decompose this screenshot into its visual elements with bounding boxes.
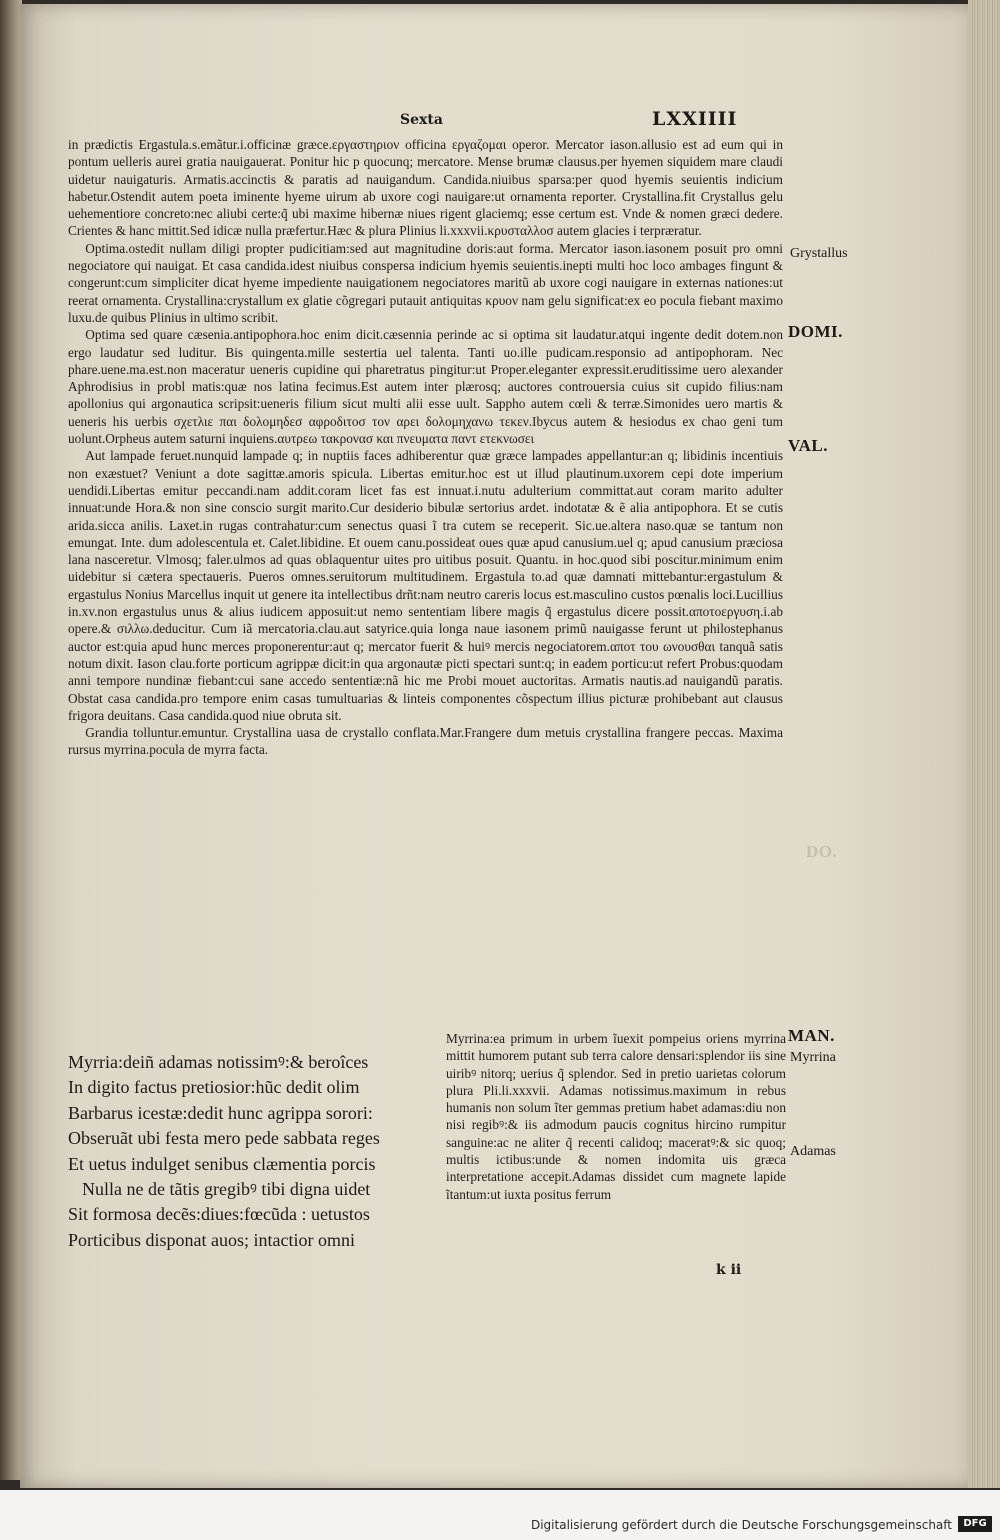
commentary-paragraph: Optima.ostedit nullam diligi propter pudicitiam:sed aut magnitudine doris:aut forma. Mercator iason.iasonem posuit pro omni negociatore qui nauigat. Et casa candida.idest niuibus conspersa indicium hyemis seuientis.inepti multi hoc loco ambages fingunt & congerunt:cum simpliciter dicat hyeme impediente nauigationem negociatores maritũ ab uxore cogi nauigare in externas nationes:ut reerat ornamenta. Crystallina:crystallum ex glatie cõgregari putauit antiquitas κρυον nam gelu significat:ex eo pocula fiebant maximo luxu.de quibus Plinius in ultimo scribit. (68, 240, 783, 325)
page-fore-edge (968, 0, 1000, 1488)
margin-note-man: MAN. (788, 1026, 835, 1045)
verse-line: Nulla ne de tãtis gregibꝰ tibi digna uidet (82, 1179, 371, 1200)
dfg-logo-icon: DFG (958, 1516, 992, 1532)
verse-line: Myrria:deiñ adamas notissimꝰ:& beroîces (68, 1052, 369, 1072)
folio-number: LXXIIII (652, 108, 738, 130)
margin-note-myrrina: Myrrina (790, 1050, 836, 1065)
running-title: Sexta (400, 112, 443, 128)
margin-note-do: DO. (806, 842, 838, 861)
commentary-paragraph: Grandia tolluntur.emuntur. Crystallina uasa de crystallo conflata.Mar.Frangere dum metuis crystallina frangere peccas. Maxima rursus myrrina.pocula de myrra facta. (68, 725, 783, 758)
signature-mark: k ii (716, 1262, 742, 1278)
right-commentary: Myrrina:ea primum in urbem ĩuexit pompeius oriens myrrina mittit humorem putant sub terra calore densari:splendor iis sine uiribꝰ nitorq; uerius q̃ splendor. Sed in pretio uarietas colorum plura Pli.li.xxxvii. Adamas notissimus.maximum in rebus humanis non solum ĩter gemmas pretium habet adamas:diu non nisi regibꝰ:& iis admodum paucis cognitus hircino rumpitur sanguine:ac ne aliter q̃ recenti calidoq; maceratꝰ:& sic quoq; multis ictibus:unde & nomen indomita uis græca interpretatione accepit.Adamas dissidet cum magnete lapide ĩtantum:ut iuxta positus ferrum (446, 1031, 786, 1202)
verse-line: Barbarus icestæ:dedit hunc agrippa sorori: (68, 1102, 373, 1123)
verse-line: Et uetus indulget senibus clæmentia porcis (68, 1153, 376, 1174)
verse-line: In digito factus pretiosior:hũc dedit olim (68, 1077, 360, 1098)
commentary-paragraph: Optima sed quare cæsenia.antipophora.hoc enim dicit.cæsennia perinde ac si optima sit laudatur.atqui ingente dedit dotem.non ergo laudatur sed luditur. Bis quingenta.mille sestertia uel talenta. Tanti uo.ille pudicam.responsio ad antipophoram. Nec phare.uene.ma.est.non maceratur ueneris cupidine qui pharetratus pingitur:ut Proper.eleganter expressit.eruditissime uero alexander Aphrodisius in probl matis:quæ nos latina fecimus.Est autem inter plærosq; auctores controuersia cuius sit cupido filius:nam apollonius qui argonautica scripsit:ueneris filium sicut multi alii esse uult. Sappho autem cœli & terræ.Simonides uero martis & ueneris his uerbis σχετλιε παι δολομηδεσ αφροδιτοσ τον αρει δολομηχανω τεκεν.Ibycus autem & hesiodus ex chao geni tum uolunt.Orpheus autem saturni inquiens.αυτρεω τακρονασ και πνευματα παντ ετεκνωσει (68, 327, 783, 447)
left-page-gloss (6, 180, 20, 1180)
verse-line: Obseruãt ubi festa mero pede sabbata reges (68, 1128, 380, 1149)
commentary-block (68, 136, 783, 759)
left-page-edge (0, 0, 22, 1480)
verse-line: Sit formosa decẽs:diues:fœcũda : uetustos (68, 1204, 370, 1225)
footer-bar (0, 1490, 1000, 1540)
footer-credit: Digitalisierung gefördert durch die Deutsche Forschungsgemeinschaft (530, 1518, 952, 1532)
margin-note-adamas: Adamas (790, 1144, 836, 1159)
verse-line: Porticibus disponat auos; intactior omni (68, 1229, 355, 1250)
margin-note-domi: DOMI. (788, 322, 843, 341)
poem-verse-block (68, 1050, 436, 1253)
commentary-paragraph: Aut lampade feruet.nunquid lampade q; in nuptiis faces adhiberentur quæ græce lampades appellantur:an q; libidinis incentiuis non exæstuet? Veniunt a dote sagittæ.amoris spicula. Libertas emitur.hoc est ut illud plautinum.uxorem cepi dote imperium uendidi.Libertas emitur peccandi.nam addit.coram licet fas est innuat.i.nutu adulterium committat.aut coram marito adulter innuat:unde Hora.& non sine conscio surgit marito.Cur desiderio bibulæ sertorius ardet. indotatæ & ẽ alia antipophora. Et se cutis arida.sicca anilis. Laxet.in rugas contrahatur:cum senectus quasi ĩ tra cutem se receperit. Sic.ue.altera naso.quæ se tantum non emungat. Inte. dum adolescentula et. Calet.libidine. Et ouem canu.possideat oues quæ apud canusium.uel q; apud canusium præciosa lana nasceretur. Vlmosq; faler.ulmos ad quas oblaquentur uites pro uitibus posuit. Quantu. in hoc.quod sibi poscitur.minimum enim uidebitur si cætera spectaueris. Pueros omnes.seruitorum multitudinem. Ergastula to.ad quæ damnati mittebantur:ergastulum & ergastulus Nonius Marcellus inquit ut genere ita intellectibus drñt:nam neutro careris locus est.masculino custos pœnalis loci.Lucillius in.xv.non ergastulus unus & alius iudicem apposuit:ut nemo sententiam libere magis q̃ ergastulus dicere possit.αποτοεργυση.i.ab opere.& σιλλω.deducitur. Cum iã mercatoria.clau.aut satyrice.quia longa naue iasonem primũ nauigasse ferunt ut philostephanus auctor est:quia apud hunc merces proponerentur:aut q; mercator fuerit & huiꝰ mercis negociatorem.αποτ του ωνουσθαι tanquã satis notum dixit. Iason clau.forte porticum agrippæ dicit:in qua argonautæ picti spectari sunt:q; in eadem porticu:ut refert Probus:quodam anni tempore nundinæ fiebant:cui sane accedo sententiæ:nã hic me Probi mouet auctoritas. Armatis nautis.ad nauigandũ paratis. Obstat casa candida.pro tempore enim casas tumultuarias & linteis componentes cõspectum illius picturæ prohibebant aut clausus frigora deuitans. Casa candida.quod niue obruta sit. (68, 448, 783, 723)
margin-note-grystallus: Grystallus (790, 246, 848, 261)
margin-note-val: VAL. (788, 436, 828, 455)
commentary-paragraph: in prædictis Ergastula.s.emãtur.i.officinæ græce.εργαστηριον officina εργαζομαι operor. Mercator iason.allusio est ad eum qui in pontum uelleris aurei gratia nauigauerat. Ponitur hic p quocunq; mercatore. Mense brumæ clausus.per hyemen siquidem mare claudi uidetur nauigaturis. Armatis.accinctis & paratis ad nauigandum. Candida.niuibus sparsa:per quod hyemis seuientis indicium habetur.Ostendit autem poeta iminente hyeme uirum ab uxore cogi nauigare:ut ornamenta reporter. Crystallina.fit Crystallus gelu uehementiore concreto:nec aliubi certe:q̃ ubi maxime hibernæ niues rigent glaciemq; esse certum est. Vnde & nomen græci dedere. Crientes & hanc mittit.Sed idicæ nulla præfertur.Hæc & plura Plinius li.xxxvii.κρυσταλλοσ autem glacies i terpræratur. (68, 137, 783, 239)
